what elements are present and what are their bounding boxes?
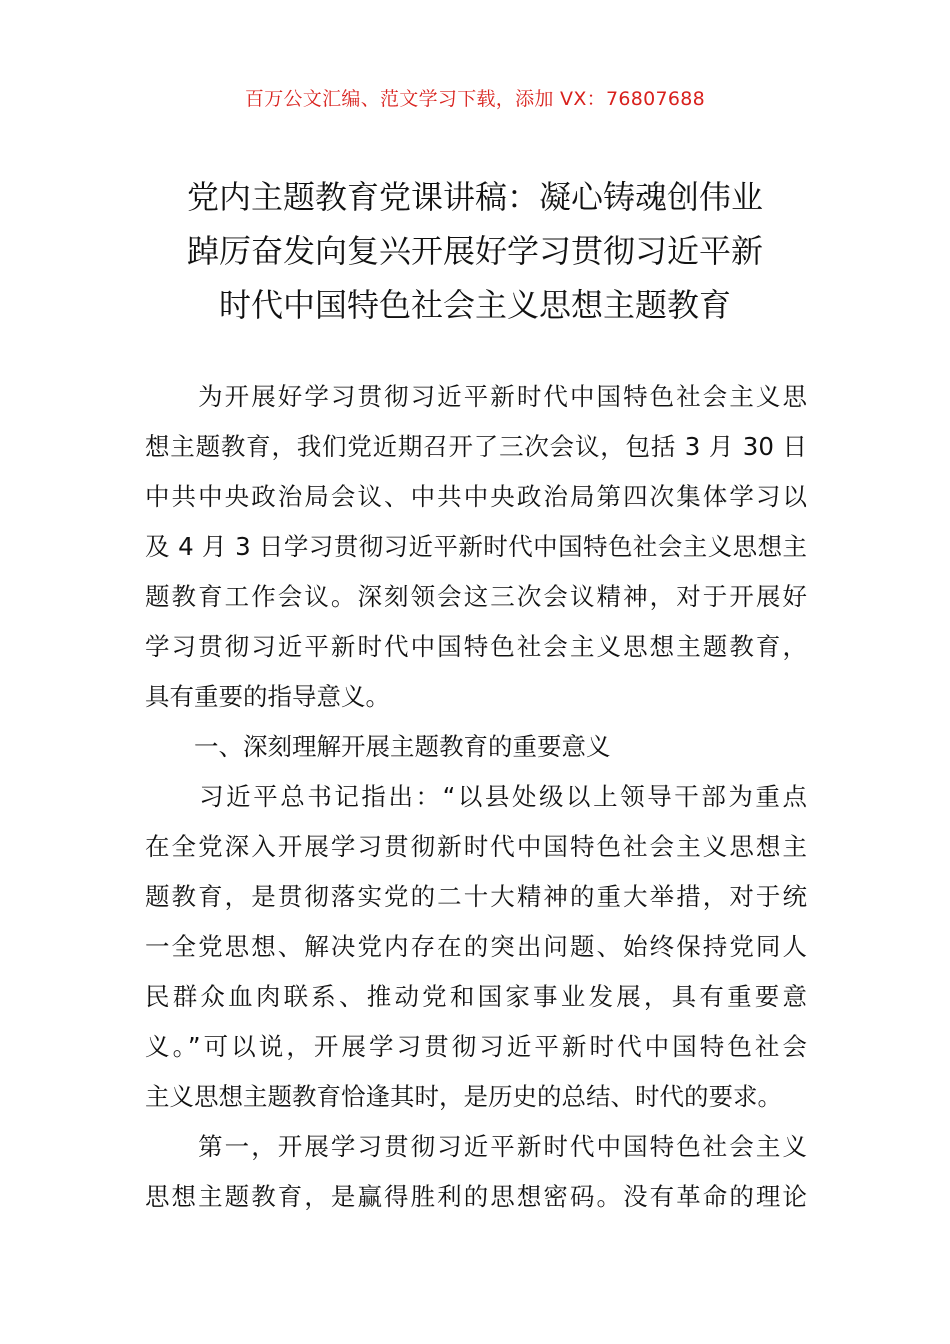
section-heading: 一、深刻理解开展主题教育的重要意义	[145, 732, 611, 761]
body-line: 想主题教育，我们党近期召开了三次会议，包括 3 月 30 日	[145, 432, 807, 461]
document-body	[145, 372, 807, 1222]
body-line: 思想主题教育，是赢得胜利的思想密码。没有革命的理论	[145, 1182, 807, 1211]
body-line: 在全党深入开展学习贯彻新时代中国特色社会主义思想主	[145, 832, 807, 861]
body-line: 义。”可以说，开展学习贯彻习近平新时代中国特色社会	[145, 1032, 807, 1061]
body-line: 及 4 月 3 日学习贯彻习近平新时代中国特色社会主义思想主	[145, 532, 807, 561]
title-line-3: 时代中国特色社会主义思想主题教育	[218, 286, 731, 324]
body-line: 题教育工作会议。深刻领会这三次会议精神，对于开展好	[145, 582, 807, 611]
body-line: 题教育，是贯彻落实党的二十大精神的重大举措，对于统	[145, 882, 807, 911]
header-watermark-note: 百万公文汇编、范文学习下载，添加 VX：76807688	[244, 88, 706, 110]
body-line: 一全党思想、解决党内存在的突出问题、始终保持党同人	[145, 932, 807, 961]
body-line: 第一，开展学习贯彻习近平新时代中国特色社会主义	[145, 1132, 807, 1161]
body-line: 具有重要的指导意义。	[145, 682, 390, 711]
title-line-1: 党内主题教育党课讲稿：凝心铸魂创伟业	[186, 178, 763, 216]
body-line: 学习贯彻习近平新时代中国特色社会主义思想主题教育，	[145, 632, 807, 661]
body-line: 为开展好学习贯彻习近平新时代中国特色社会主义思	[145, 382, 807, 411]
body-line: 民群众血肉联系、推动党和国家事业发展，具有重要意	[145, 982, 807, 1011]
body-line: 中共中央政治局会议、中共中央政治局第四次集体学习以	[145, 482, 807, 511]
title-line-2: 踔厉奋发向复兴开展好学习贯彻习近平新	[186, 232, 763, 270]
body-line: 主义思想主题教育恰逢其时，是历史的总结、时代的要求。	[145, 1082, 782, 1111]
document-title	[130, 170, 820, 332]
body-line: 习近平总书记指出：“以县处级以上领导干部为重点	[145, 782, 807, 811]
